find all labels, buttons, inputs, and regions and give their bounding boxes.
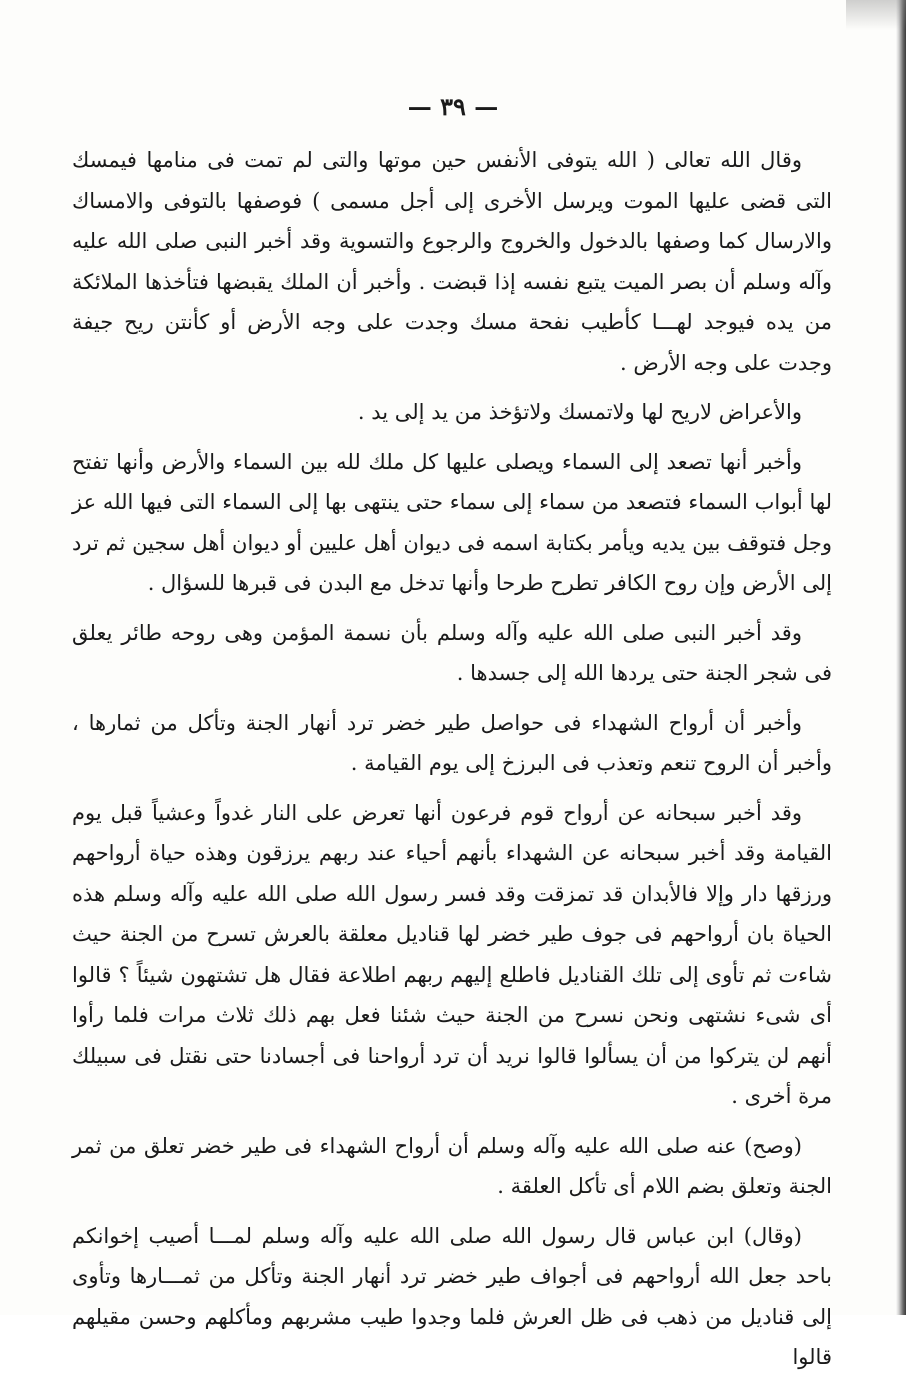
paragraph-1: وقال الله تعالى ( الله يتوفى الأنفس حين موتها والتى لم تمت فى منامها فيمسك التى قضى عليها الموت ويرسل الأخرى إلى أجل مسمى ) فوصفها بالتوفى والامساك والارسال كما وصفها بالدخول والخروج والرجوع والتسوية وقد أخبر النبى صلى الله عليه وآله وسلم أن بصر الميت يتبع نفسه إذا قبضت . وأخبر أن الملك يقبضها فتأخذها الملائكة من يده فيوجد لهـــا كأطيب نفحة مسك وجدت على وجه الأرض أو كأنتن ريح جيفة وجدت على وجه الأرض . [72, 148, 832, 375]
page-number: — ٣٩ — [407, 92, 499, 121]
paragraph-4: وقد أخبر النبى صلى الله عليه وآله وسلم بأن نسمة المؤمن وهى روحه طائر يعلق فى شجر الجنة حتى يردها الله إلى جسدها . [72, 620, 832, 685]
paragraph-8: (وقال) ابن عباس قال رسول الله صلى الله عليه وآله وسلم لمـــا أصيب إخوانكم باحد جعل الله أرواحهم فى أجواف طير خضر ترد أنهار الجنة وتأكل من ثمـــارها وتأوى إلى قناديل من ذهب فى ظل العرش فلما وجدوا طيب مشربهم ومأكلهم وحسن مقيلهم قالوا [72, 1223, 832, 1369]
paragraph-2: والأعراض لاريح لها ولاتمسك ولاتؤخذ من يد إلى يد . [357, 400, 802, 424]
paragraph-3: وأخبر أنها تصعد إلى السماء ويصلى عليها كل ملك لله بين السماء والأرض وأنها تفتح لها أبواب السماء فتصعد من سماء إلى سماء حتى ينتهى بها إلى السماء التى فيها الله عز وجل فتوقف بين يديه ويأمر بكتابة اسمه فى ديوان أهل عليين أو ديوان أهل سجين ثم ترد إلى الأرض وإن روح الكافر تطرح طرحا وأنها تدخل مع البدن فى قبرها للسؤال . [72, 449, 832, 595]
page-body [72, 140, 832, 1378]
paragraph-7: (وصح) عنه صلى الله عليه وآله وسلم أن أرواح الشهداء فى طير خضر تعلق من ثمر الجنة وتعلق بضم اللام أى تأكل العلقة . [72, 1133, 832, 1198]
scan-shadow-corner [846, 0, 906, 40]
paragraph-6: وقد أخبر سبحانه عن أرواح قوم فرعون أنها تعرض على النار غدواً وعشياً قبل يوم القيامة وقد أخبر سبحانه عن الشهداء بأنهم أحياء عند ربهم يرزقون وهذه حياة أرواحهم ورزقها دار وإلا فالأبدان قد تمزقت وقد فسر رسول الله صلى الله عليه وآله وسلم هذه الحياة بان أرواحهم فى جوف طير خضر لها قناديل معلقة بالعرش تسرح من الجنة حيث شاءت ثم تأوى إلى تلك القناديل فاطلع إليهم ربهم اطلاعة فقال هل تشتهون شيئاً ؟ قالوا أى شىء نشتهى ونحن نسرح من الجنة حيث شئنا فعل بهم ذلك ثلاث مرات فلما رأوا أنهم لن يتركوا من أن يسألوا قالوا نريد أن ترد أرواحنا فى أجسادنا حتى نقتل فى سبيلك مرة أخرى . [72, 800, 832, 1108]
scan-shadow-edge [896, 0, 906, 1315]
paragraph-5: وأخبر أن أرواح الشهداء فى حواصل طير خضر ترد أنهار الجنة وتأكل من ثمارها ، وأخبر أن الروح تنعم وتعذب فى البرزخ إلى يوم القيامة . [72, 710, 832, 775]
